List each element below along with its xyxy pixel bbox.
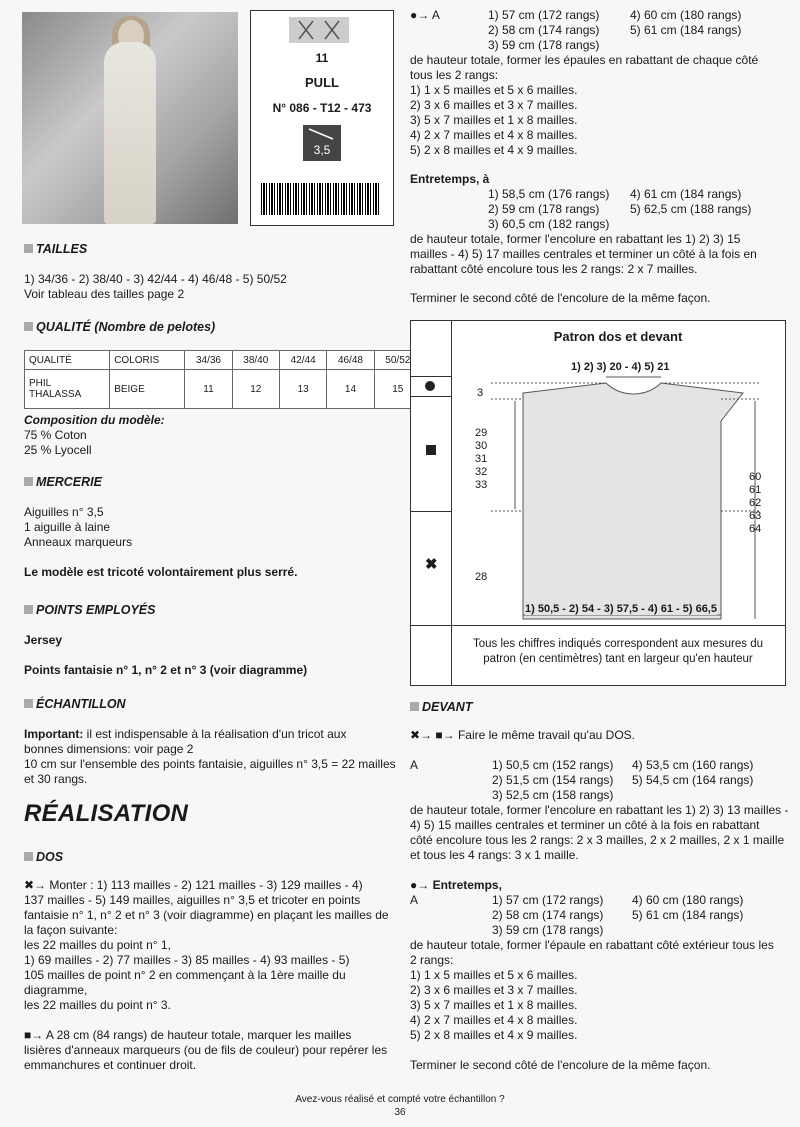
devant-e-c1-2: 2) 58 cm (174 rangs) (492, 908, 604, 922)
shoulder-c1-3: 3) 59 cm (178 rangs) (488, 38, 600, 52)
th-coloris: COLORIS (110, 351, 185, 370)
shoulder-step-3: 3) 5 x 7 mailles et 1 x 8 mailles. (410, 113, 578, 127)
diagram-right-h1: 60 (749, 471, 762, 483)
shoulder-text-1: de hauteur totale, former les épaules en rabattant de chaque côté (410, 53, 759, 67)
diagram-left-h1: 29 (475, 427, 488, 439)
dos-p1-l8: diagramme, (24, 983, 88, 997)
dos-p1-l1: ✖→ Monter : 1) 113 mailles - 2) 121 mailles - 3) 129 mailles - 4) (24, 878, 363, 892)
square-marker-icon (426, 445, 436, 455)
points-jersey: Jersey (24, 633, 63, 647)
entretemps-c1-3: 3) 60,5 cm (182 rangs) (488, 217, 610, 231)
diagram-divider-2 (411, 396, 451, 397)
section-devant: DEVANT (410, 700, 472, 714)
th-qualite: QUALITÉ (25, 351, 110, 370)
diagram-right-h5: 64 (749, 523, 762, 535)
diagram-left-h5: 33 (475, 479, 488, 491)
entretemps-text-4: Terminer le second côté de l'encolure de la même façon. (410, 291, 711, 305)
mercerie-item-3: Anneaux marqueurs (24, 535, 133, 549)
shoulder-step-1: 1) 1 x 5 mailles et 5 x 6 mailles. (410, 83, 578, 97)
cell-value-2: 12 (232, 370, 279, 409)
shoulder-step-4: 4) 2 x 7 mailles et 4 x 8 mailles. (410, 128, 578, 142)
devant-t3: côté encolure tous les 2 rangs: 2 x 3 mailles, 2 x 2 mailles, 2 x 1 maille (410, 833, 785, 847)
devant-e-c2-2: 5) 61 cm (184 rangs) (632, 908, 744, 922)
echantillon-line-3: 10 cm sur l'ensemble des points fantaisie, aiguilles n° 3,5 = 22 mailles (24, 757, 396, 771)
cell-color: BEIGE (110, 370, 185, 409)
dos-p1-l3: fantaisie n° 1, n° 2 et n° 3 (voir diagramme) en plaçant les mailles de (24, 908, 389, 922)
pattern-reference: N° 086 - T12 - 473 (272, 101, 372, 115)
section-dos: DOS (24, 850, 63, 864)
th-size-1: 34/36 (185, 351, 232, 370)
echantillon-important: Important: il est indispensable à la réalisation d'un tricot aux (24, 727, 347, 741)
dos-p1-l4: la façon suivante: (24, 923, 118, 937)
dos-p2-l3: emmanchures et continuer droit. (24, 1058, 197, 1072)
diagram-divider-4 (411, 625, 785, 626)
diagram-bottom-measure: 1) 50,5 - 2) 54 - 3) 57,5 - 4) 61 - 5) 66,5 (525, 603, 717, 615)
pattern-number: 11 (315, 51, 329, 65)
devant-entretemps-heading: ●→ Entretemps, (410, 878, 502, 892)
shoulder-c1-2: 2) 58 cm (174 rangs) (488, 23, 600, 37)
cell-value-3: 13 (279, 370, 326, 409)
composition-line-1: 75 % Coton (24, 428, 87, 442)
diagram-right-h4: 63 (749, 510, 762, 522)
diagram-top-measure: 1) 2) 3) 20 - 4) 5) 21 (571, 361, 670, 373)
section-qualite: QUALITÉ (Nombre de pelotes) (24, 320, 215, 334)
diagram-left-28: 28 (475, 571, 488, 583)
shoulder-c1-1: 1) 57 cm (172 rangs) (488, 8, 600, 22)
sizes-list: 1) 34/36 - 2) 38/40 - 3) 42/44 - 4) 46/48 - 5) 50/52 (24, 272, 287, 286)
mercerie-note: Le modèle est tricoté volontairement plus serré. (24, 565, 298, 579)
th-size-4: 46/48 (327, 351, 374, 370)
th-size-5: 50/52 (374, 351, 421, 370)
echantillon-line-4: et 30 rangs. (24, 772, 88, 786)
circle-marker-icon (425, 381, 435, 391)
cell-value-1: 11 (185, 370, 232, 409)
dos-p1-l7: 105 mailles de point n° 2 en commençant à la 1ère maille du (24, 968, 346, 982)
diagram-left-h2: 30 (475, 440, 488, 452)
entretemps-c1-2: 2) 59 cm (178 rangs) (488, 202, 600, 216)
dos-p1-l6: 1) 69 mailles - 2) 77 mailles - 3) 85 mailles - 4) 93 mailles - 5) (24, 953, 350, 967)
dos-p1-l5: les 22 mailles du point n° 1, (24, 938, 171, 952)
page-number: 36 (394, 1107, 406, 1118)
photo-figure-shape (104, 42, 156, 224)
diagram-divider-3 (411, 511, 451, 512)
devant-e-step-2: 2) 3 x 6 mailles et 3 x 7 mailles. (410, 983, 578, 997)
realisation-title: RÉALISATION (24, 800, 189, 827)
entretemps-text-1: de hauteur totale, former l'encolure en rabattant les 1) 2) 3) 15 (410, 232, 741, 246)
diagram-left-3: 3 (477, 387, 484, 399)
section-echantillon: ÉCHANTILLON (24, 697, 126, 711)
devant-e-step-3: 3) 5 x 7 mailles et 1 x 8 mailles. (410, 998, 578, 1012)
needle-icon (303, 125, 341, 143)
shoulder-step-2: 2) 3 x 6 mailles et 3 x 7 mailles. (410, 98, 578, 112)
devant-t4: et tous les 4 rangs: 3 x 1 maille. (410, 848, 579, 862)
dos-p1-l2: 137 mailles - 5) 149 mailles, aiguilles n° 3,5 et tricoter en points (24, 893, 361, 907)
garment-shape (451, 321, 785, 625)
model-photo (22, 12, 238, 224)
cross-marker-icon: ✖ (425, 556, 438, 573)
shoulder-step-5: 5) 2 x 8 mailles et 4 x 9 mailles. (410, 143, 578, 157)
shoulder-c2-2: 5) 61 cm (184 rangs) (630, 23, 742, 37)
footer-question: Avez-vous réalisé et compté votre échantillon ? (295, 1094, 505, 1105)
diagram-right-h2: 61 (749, 484, 762, 496)
diagram-right-h3: 62 (749, 497, 762, 509)
diagram-caption: Tous les chiffres indiqués correspondent aux mesures du patron (en centimètres) tant en largeur qu'en hauteur (472, 638, 763, 665)
needle-size: 3,5 (313, 143, 331, 157)
pattern-info-box (250, 10, 394, 226)
devant-e-c1-3: 3) 59 cm (178 rangs) (492, 923, 604, 937)
devant-c1-1: 1) 50,5 cm (152 rangs) (492, 758, 614, 772)
cell-value-5: 15 (374, 370, 421, 409)
devant-e-step-1: 1) 1 x 5 mailles et 5 x 6 mailles. (410, 968, 578, 982)
section-tailles: TAILLES (24, 242, 87, 256)
pattern-type: PULL (305, 75, 339, 90)
devant-e-step-5: 5) 2 x 8 mailles et 4 x 9 mailles. (410, 1028, 578, 1042)
devant-e-c2-1: 4) 60 cm (180 rangs) (632, 893, 744, 907)
entretemps-c1-1: 1) 58,5 cm (176 rangs) (488, 187, 610, 201)
mercerie-item-1: Aiguilles n° 3,5 (24, 505, 104, 519)
devant-c1-3: 3) 52,5 cm (158 rangs) (492, 788, 614, 802)
section-points: POINTS EMPLOYÉS (24, 603, 155, 617)
diagram-left-h3: 31 (475, 453, 488, 465)
barcode (261, 183, 381, 215)
dos-p1-l9: les 22 mailles du point n° 3. (24, 998, 171, 1012)
needle-size-badge (303, 125, 341, 161)
th-size-2: 38/40 (232, 351, 279, 370)
dos-p2-l2: lisières d'anneaux marqueurs (ou de fils de couleur) pour repérer les (24, 1043, 388, 1057)
cell-value-4: 14 (327, 370, 374, 409)
devant-e-end: Terminer le second côté de l'encolure de la même façon. (410, 1058, 711, 1072)
devant-e-t1: de hauteur totale, former l'épaule en rabattant côté extérieur tous les (410, 938, 774, 952)
points-fantaisie: Points fantaisie n° 1, n° 2 et n° 3 (voir diagramme) (24, 663, 308, 677)
diagram-left-h4: 32 (475, 466, 488, 478)
pattern-diagram (410, 320, 786, 686)
sizes-note: Voir tableau des tailles page 2 (24, 287, 185, 301)
shoulder-c2-1: 4) 60 cm (180 rangs) (630, 8, 742, 22)
diagram-title: Patron dos et devant (553, 329, 683, 344)
devant-c2-1: 4) 53,5 cm (160 rangs) (632, 758, 754, 772)
composition-heading: Composition du modèle: (24, 413, 165, 427)
knitting-needles-icon (289, 17, 349, 43)
entretemps-text-3: rabattant côté encolure tous les 2 rangs: 2 x 7 mailles. (410, 262, 698, 276)
shoulder-marker: ●→ A (410, 8, 440, 22)
devant-c2-2: 5) 54,5 cm (164 rangs) (632, 773, 754, 787)
devant-p1: ✖→ ■→ Faire le même travail qu'au DOS. (410, 728, 635, 742)
devant-e-c1-1: 1) 57 cm (172 rangs) (492, 893, 604, 907)
devant-c1-2: 2) 51,5 cm (154 rangs) (492, 773, 614, 787)
composition-line-2: 25 % Lyocell (24, 443, 92, 457)
diagram-divider-1 (411, 376, 451, 377)
mercerie-item-2: 1 aiguille à laine (24, 520, 111, 534)
entretemps-c2-1: 4) 61 cm (184 rangs) (630, 187, 742, 201)
devant-e-t2: 2 rangs: (410, 953, 454, 967)
devant-e-step-4: 4) 2 x 7 mailles et 4 x 8 mailles. (410, 1013, 578, 1027)
cell-quality: PHIL THALASSA (25, 370, 110, 409)
dos-p2-l1: ■→ A 28 cm (84 rangs) de hauteur totale, marquer les mailles (24, 1028, 352, 1042)
th-size-3: 42/44 (279, 351, 326, 370)
yarn-quantity-table (24, 350, 422, 409)
devant-t1: de hauteur totale, former l'encolure en rabattant les 1) 2) 3) 13 mailles - (410, 803, 789, 817)
echantillon-line-2: bonnes dimensions: voir page 2 (24, 742, 194, 756)
devant-e-a: A (410, 893, 419, 907)
devant-t2: 4) 5) 15 mailles centrales et terminer un côté à la fois en rabattant (410, 818, 760, 832)
section-mercerie: MERCERIE (24, 475, 102, 489)
entretemps-heading: Entretemps, à (410, 172, 490, 186)
entretemps-text-2: mailles - 4) 5) 17 mailles centrales et terminer un côté à la fois en (410, 247, 757, 261)
shoulder-text-2: tous les 2 rangs: (410, 68, 499, 82)
devant-a: A (410, 758, 419, 772)
entretemps-c2-2: 5) 62,5 cm (188 rangs) (630, 202, 752, 216)
